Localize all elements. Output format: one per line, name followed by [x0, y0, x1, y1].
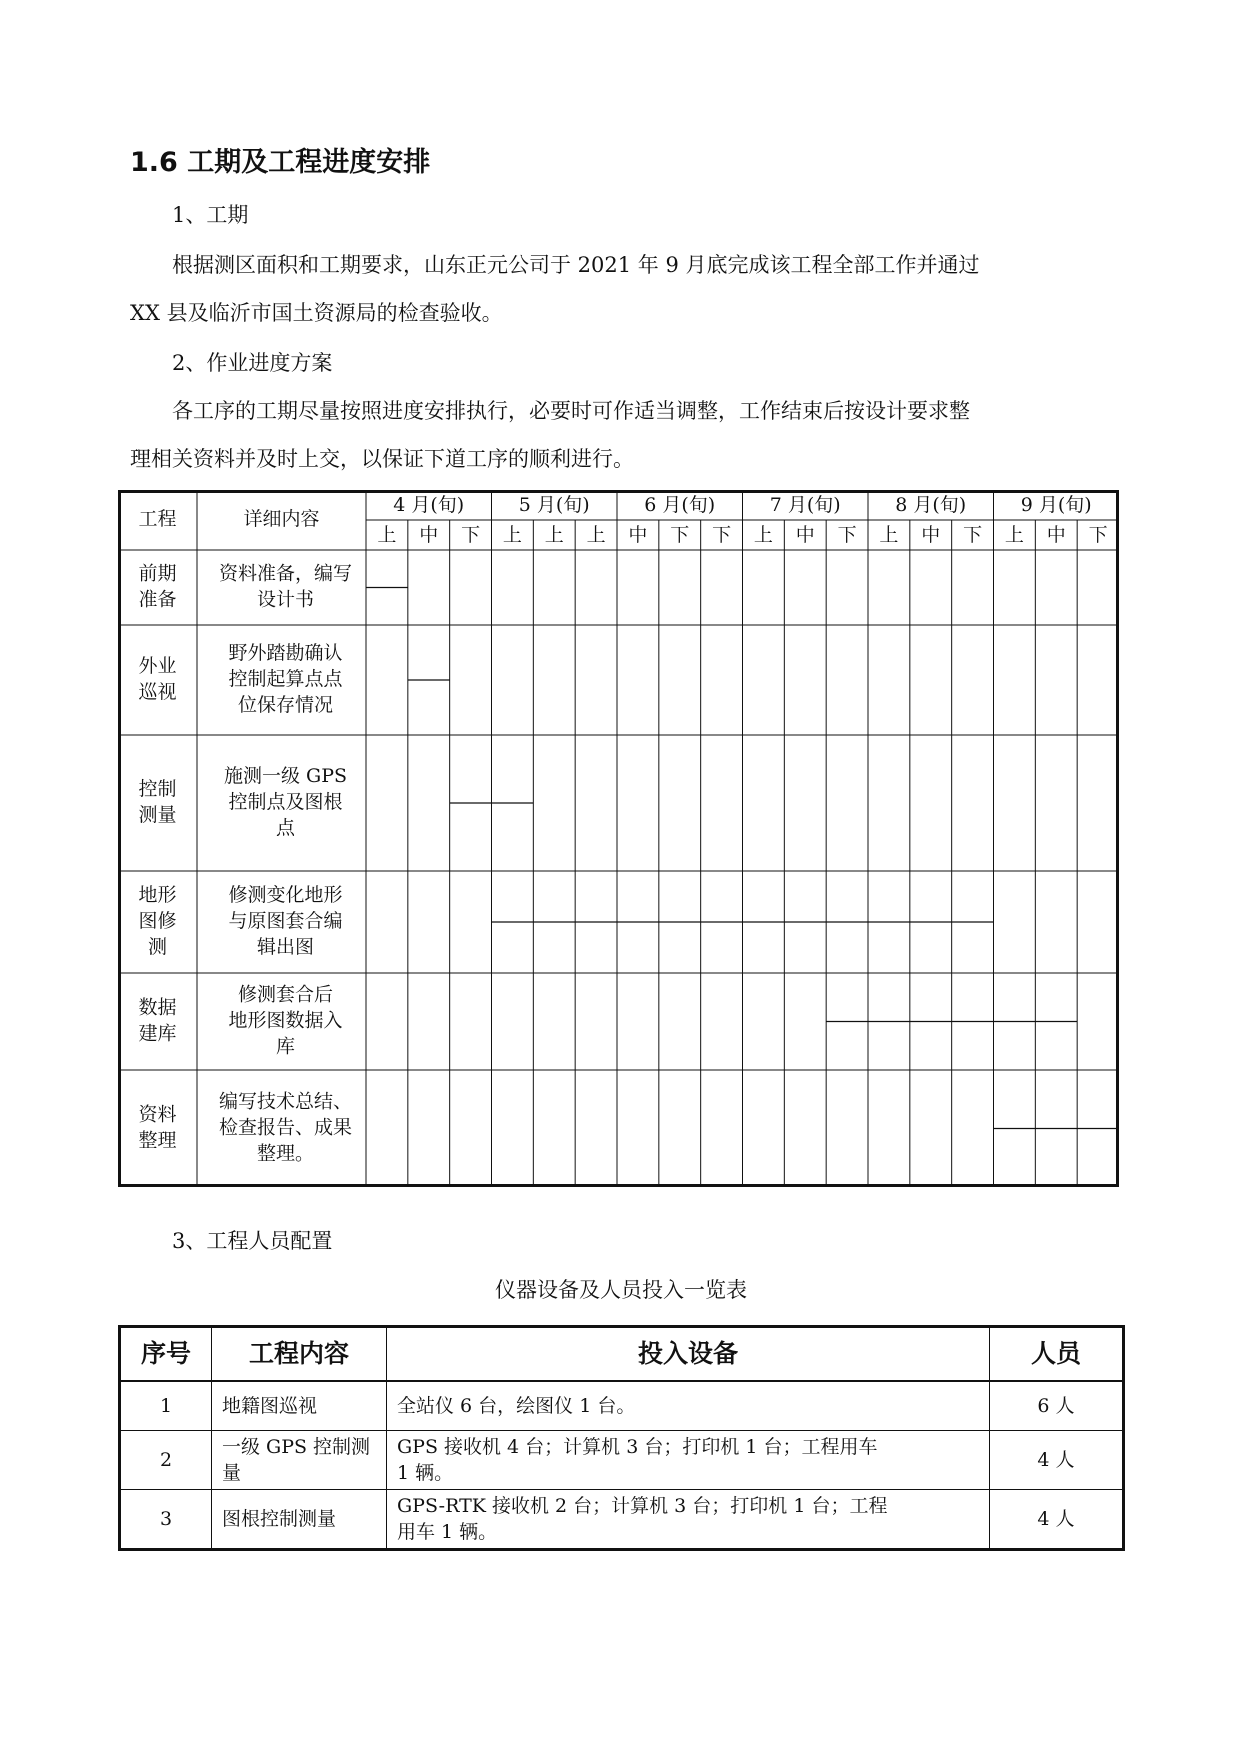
header-period: 上 [377, 524, 397, 546]
detail-label: 地形图数据入 [228, 1009, 343, 1032]
header-period: 上 [502, 524, 522, 546]
task-label: 巡视 [138, 681, 177, 703]
detail-label: 设计书 [256, 588, 315, 611]
header-detail: 详细内容 [243, 508, 320, 530]
table-header-row [120, 1327, 1124, 1382]
equipment-line: 全站仪 6 台，绘图仪 1 台。 [397, 1394, 636, 1417]
task-label: 测 [147, 936, 168, 958]
detail-label: 库 [275, 1035, 296, 1058]
header-month: 9 月(旬) [1020, 494, 1092, 516]
detail-label: 资料准备，编写 [218, 562, 353, 585]
detail-label: 控制点及图根 [228, 791, 343, 813]
header-period: 中 [795, 524, 815, 546]
task-label: 整理 [138, 1129, 177, 1152]
header-period: 下 [712, 524, 732, 546]
cell-equipment [387, 1490, 990, 1550]
equipment-line: 1 辆。 [397, 1462, 454, 1485]
header-period: 中 [628, 524, 648, 546]
subheading-progress-plan: 2、作业进度方案 [172, 351, 333, 375]
staff-equipment-table [118, 1325, 1125, 1551]
paragraph-duration-line2: XX 县及临沂市国土资源局的检查验收。 [130, 301, 503, 325]
table-row [120, 1430, 1124, 1490]
equipment-line: 用车 1 辆。 [397, 1521, 498, 1544]
table-row [120, 1381, 1124, 1430]
cell-no: 2 [120, 1430, 212, 1490]
header-task: 工程 [138, 508, 177, 530]
table-row [120, 1490, 1124, 1550]
table-caption: 仪器设备及人员投入一览表 [495, 1278, 747, 1302]
detail-label: 辑出图 [256, 936, 315, 958]
header-no: 序号 [120, 1327, 212, 1382]
task-label: 图修 [138, 910, 177, 932]
task-label: 前期 [138, 562, 177, 585]
header-period: 上 [586, 524, 606, 546]
cell-equipment [387, 1430, 990, 1490]
header-period: 上 [753, 524, 773, 546]
cell-staff: 4 人 [990, 1430, 1124, 1490]
cell-staff: 4 人 [990, 1490, 1124, 1550]
schedule-table [118, 490, 1119, 1187]
header-month: 7 月(旬) [769, 494, 841, 516]
subheading-duration: 1、工期 [172, 203, 249, 227]
header-period: 上 [879, 524, 899, 546]
task-label: 建库 [138, 1022, 177, 1045]
detail-label: 控制起算点点 [228, 668, 343, 690]
header-period: 上 [544, 524, 564, 546]
task-label: 数据 [138, 996, 177, 1019]
task-label: 准备 [138, 588, 177, 611]
paragraph-progress-line2: 理相关资料并及时上交，以保证下道工序的顺利进行。 [130, 447, 634, 471]
paragraph-duration-line1: 根据测区面积和工期要求，山东正元公司于 2021 年 9 月底完成该工程全部工作并通过 [172, 253, 980, 277]
header-content: 工程内容 [212, 1327, 387, 1382]
header-month: 8 月(旬) [895, 494, 967, 516]
header-period: 下 [670, 524, 690, 546]
cell-content: 图根控制测量 [212, 1490, 387, 1550]
equipment-line: GPS-RTK 接收机 2 台；计算机 3 台；打印机 1 台；工程 [397, 1495, 888, 1518]
paragraph-progress-line1: 各工序的工期尽量按照进度安排执行，必要时可作适当调整，工作结束后按设计要求整 [172, 399, 970, 423]
header-equipment: 投入设备 [387, 1327, 990, 1382]
detail-label: 施测一级 GPS [223, 765, 348, 787]
cell-content: 地籍图巡视 [212, 1381, 387, 1430]
detail-label: 野外踏勘确认 [228, 642, 343, 664]
detail-label: 检查报告、成果 [218, 1116, 353, 1139]
detail-label: 与原图套合编 [228, 910, 343, 932]
cell-no: 3 [120, 1490, 212, 1550]
task-label: 资料 [138, 1103, 177, 1126]
header-period: 下 [1088, 524, 1108, 546]
header-month: 4 月(旬) [393, 494, 465, 516]
equipment-line: GPS 接收机 4 台；计算机 3 台；打印机 1 台；工程用车 [397, 1436, 878, 1459]
detail-label: 点 [275, 817, 296, 839]
header-period: 中 [921, 524, 941, 546]
detail-label: 整理。 [256, 1142, 315, 1165]
subheading-staffing: 3、工程人员配置 [172, 1229, 333, 1253]
header-month: 5 月(旬) [518, 494, 590, 516]
task-label: 外业 [138, 655, 177, 677]
header-staff: 人员 [990, 1327, 1124, 1382]
cell-no: 1 [120, 1381, 212, 1430]
task-label: 测量 [138, 804, 177, 826]
header-period: 下 [461, 524, 481, 546]
header-period: 中 [419, 524, 439, 546]
header-period: 下 [963, 524, 983, 546]
cell-content: 一级 GPS 控制测量 [212, 1430, 387, 1490]
task-label: 控制 [138, 778, 177, 800]
task-label: 地形 [138, 884, 177, 906]
header-period: 上 [1004, 524, 1024, 546]
header-period: 下 [837, 524, 857, 546]
cell-equipment [387, 1381, 990, 1430]
detail-label: 修测套合后 [237, 983, 334, 1006]
header-period: 中 [1046, 524, 1066, 546]
detail-label: 位保存情况 [237, 694, 334, 716]
detail-label: 编写技术总结、 [218, 1090, 353, 1113]
detail-label: 修测变化地形 [228, 884, 343, 906]
section-title: 1.6 工期及工程进度安排 [130, 147, 431, 178]
cell-staff: 6 人 [990, 1381, 1124, 1430]
header-month: 6 月(旬) [644, 494, 716, 516]
